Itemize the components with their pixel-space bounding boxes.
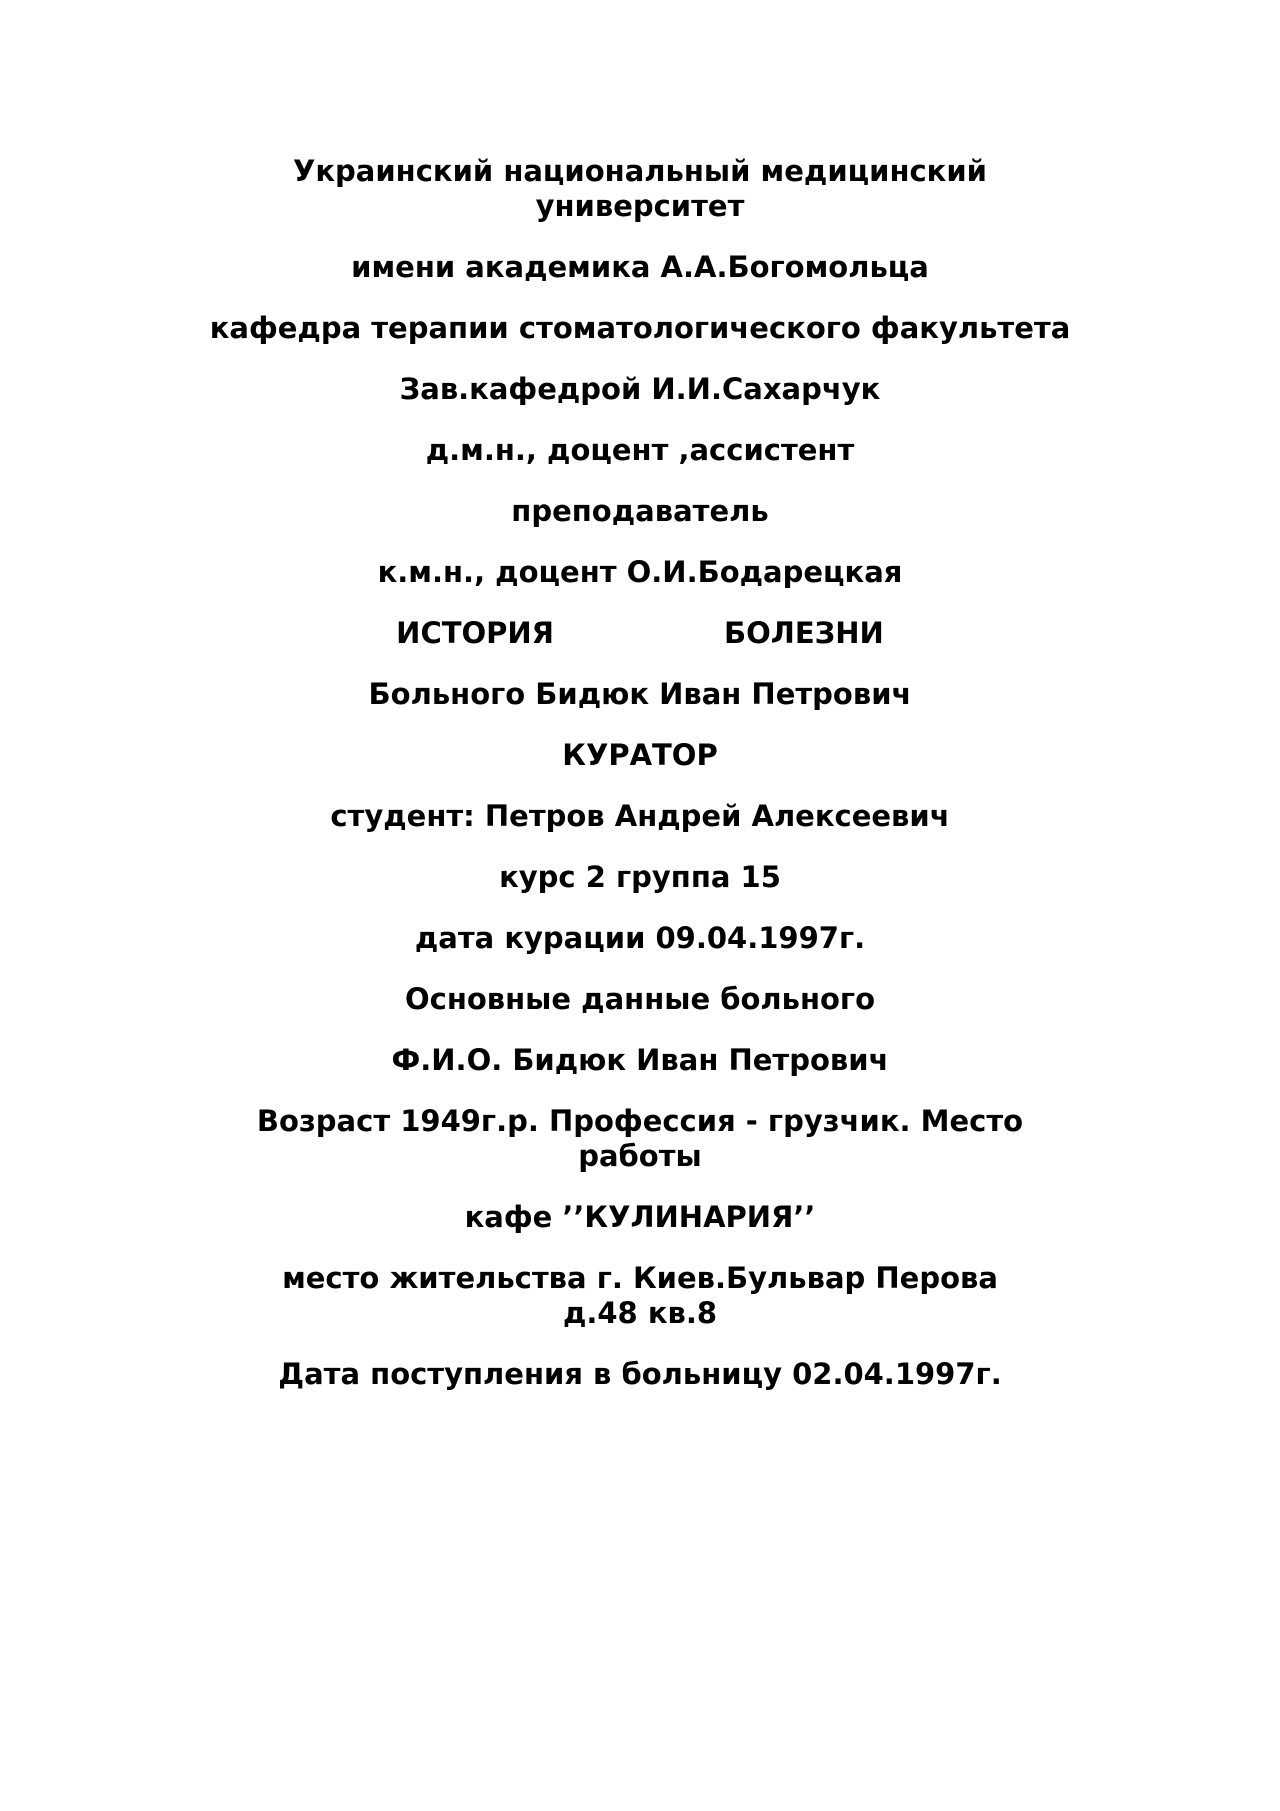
patient-name: Больного Бидюк Иван Петрович bbox=[368, 677, 912, 711]
title-word-disease: БОЛЕЗНИ bbox=[724, 616, 884, 650]
workplace: кафе ’’КУЛИНАРИЯ’’ bbox=[464, 1200, 816, 1234]
patient-full-name: Ф.И.О. Бидюк Иван Петрович bbox=[391, 1043, 889, 1077]
course-group: курс 2 группа 15 bbox=[499, 860, 781, 894]
document-title bbox=[160, 616, 1120, 651]
university-name: Украинский национальный медицинский университет bbox=[292, 154, 988, 223]
basic-data-heading: Основные данные больного bbox=[404, 982, 876, 1016]
residence: место жительства г. Киев.Бульвар Перова д.48 кв.8 bbox=[282, 1261, 998, 1330]
student-name: студент: Петров Андрей Алексеевич bbox=[330, 799, 950, 833]
teacher-label: преподаватель bbox=[511, 494, 769, 528]
age-profession: Возраст 1949г.р. Профессия - грузчик. Место работы bbox=[256, 1104, 1024, 1173]
admission-date: Дата поступления в больницу 02.04.1997г. bbox=[278, 1357, 1002, 1391]
curation-date: дата курации 09.04.1997г. bbox=[414, 921, 866, 955]
title-word-history: ИСТОРИЯ bbox=[396, 616, 555, 650]
university-named-after: имени академика А.А.Богомольца bbox=[351, 250, 929, 284]
curator-label: КУРАТОР bbox=[562, 738, 718, 772]
department-head: Зав.кафедрой И.И.Сахарчук bbox=[399, 372, 881, 406]
head-titles: д.м.н., доцент ,ассистент bbox=[425, 433, 855, 467]
teacher-name: к.м.н., доцент О.И.Бодарецкая bbox=[377, 555, 903, 589]
department-name: кафедра терапии стоматологического факультета bbox=[209, 311, 1071, 345]
title-page-content bbox=[160, 154, 1120, 1418]
